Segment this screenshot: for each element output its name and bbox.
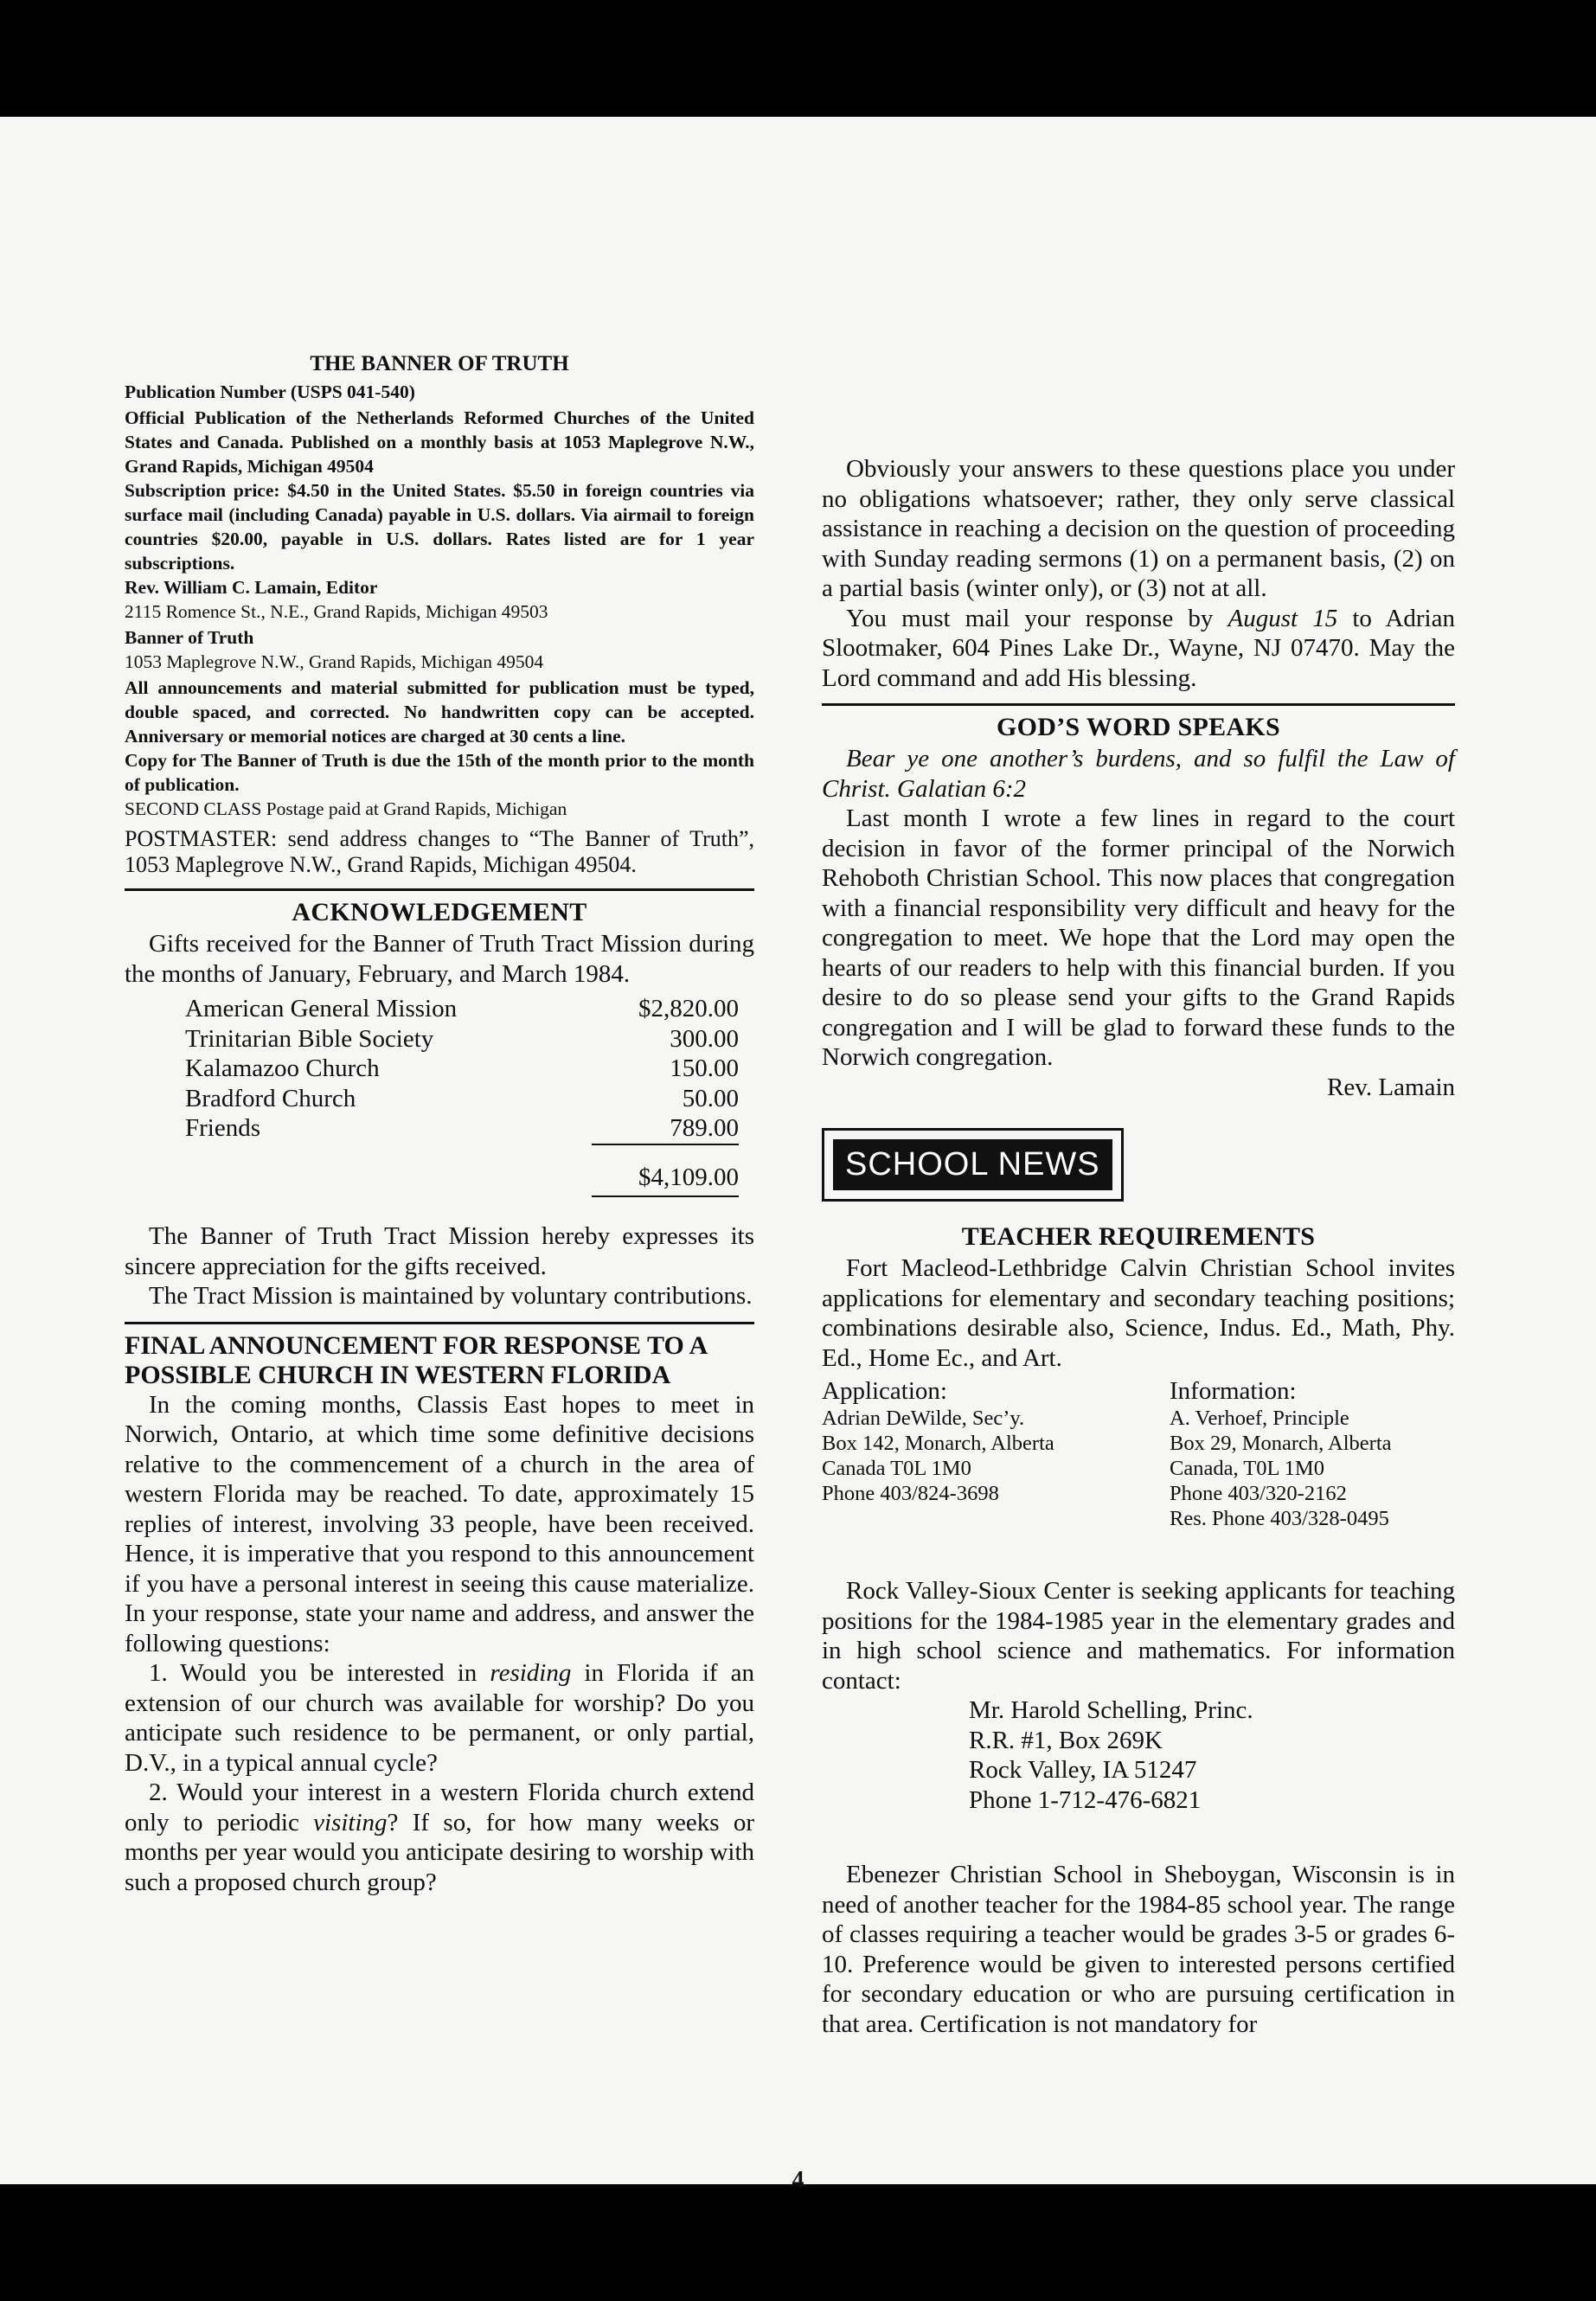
publication-number: Publication Number (USPS 041-540)	[125, 381, 415, 402]
acknowledgement-thanks: The Banner of Truth Tract Mission hereby expresses its sincere appreciation for the gifts received.	[125, 1222, 754, 1280]
gift-row	[185, 1024, 739, 1054]
school-news-banner	[822, 1128, 1124, 1202]
gift-amount: 789.00	[592, 1113, 739, 1145]
official-publication: Official Publication of the Netherlands Reformed Churches of the United States and Canada. Published on a monthly basis at 1053 Maplegrove N.W., Grand Rapids, Michigan 49504	[125, 407, 754, 477]
contact-line: Phone 1-712-476-6821	[969, 1785, 1202, 1814]
final-announcement-heading: FINAL ANNOUNCEMENT FOR RESPONSE TO A POSSIBLE CHURCH IN WESTERN FLORIDA	[125, 1330, 707, 1389]
rock-valley-notice: Rock Valley-Sioux Center is seeking applicants for teaching positions for the 1984-1985 year in the elementary grades and in high school science and mathematics. For information contact:	[822, 1577, 1455, 1695]
gift-amount: 300.00	[670, 1024, 739, 1053]
editor-address: 2115 Romence St., N.E., Grand Rapids, Michigan 49503	[125, 601, 548, 622]
gods-word-signature: Rev. Lamain	[1327, 1073, 1455, 1101]
application-line: Phone 403/824-3698	[822, 1482, 999, 1505]
gift-total-row	[185, 1163, 739, 1198]
page-number: 4	[792, 2167, 804, 2194]
subscription-price: Subscription price: $4.50 in the United States. $5.50 in foreign countries via surface mail (including Canada) payable in U.S. dollars. Via airmail to foreign countries $20.00, payable in U.S. dollars. Rates listed are for 1 year subscriptions.	[125, 480, 754, 574]
application-line: Adrian DeWilde, Sec’y.	[822, 1407, 1025, 1430]
right-column	[822, 352, 1455, 2039]
section-divider	[125, 888, 754, 891]
gift-amount: $2,820.00	[638, 995, 739, 1022]
office-name: Banner of Truth	[125, 627, 254, 648]
postage-notice: SECOND CLASS Postage paid at Grand Rapids, Michigan	[125, 798, 567, 819]
question-2: 2. Would your interest in a western Florida church extend only to periodic visiting? If so, for how many weeks or months per year would you anticipate desiring to worship with such a proposed church group?	[125, 1779, 754, 1896]
scripture-verse: Bear ye one another’s burdens, and so fulfil the Law of Christ. Galatian 6:2	[822, 745, 1455, 803]
contact-line: Mr. Harold Schelling, Princ.	[969, 1696, 1253, 1724]
masthead-title: THE BANNER OF TRUTH	[310, 352, 569, 375]
acknowledgement-intro: Gifts received for the Banner of Truth Tract Mission during the months of January, February, and March 1984.	[125, 930, 754, 988]
gift-amount: 150.00	[670, 1054, 739, 1082]
gift-name: Friends	[185, 1114, 260, 1142]
information-label: Information:	[1170, 1377, 1297, 1405]
magazine-page	[0, 117, 1596, 2194]
final-announcement-intro: In the coming months, Classis East hopes to meet in Norwich, Ontario, at which time some definitive decisions relative to the commencement of a church in the area of western Florida may be reached. To date, approximately 15 replies of interest, involving 33 people, have been received. Hence, it is imperative that you respond to this announcement if you have a personal interest in seeing this cause materialize. In your response, state your name and address, and answer the following questions:	[125, 1390, 754, 1657]
information-line: Res. Phone 403/328-0495	[1170, 1507, 1389, 1530]
gift-row	[185, 1113, 739, 1145]
section-divider	[822, 703, 1455, 706]
contact-line: R.R. #1, Box 269K	[969, 1726, 1163, 1754]
information-line: Box 29, Monarch, Alberta	[1170, 1432, 1392, 1455]
school-news-label: SCHOOL NEWS	[833, 1139, 1112, 1190]
gift-name: Trinitarian Bible Society	[185, 1024, 434, 1053]
gift-amount: 50.00	[682, 1084, 739, 1112]
information-line: A. Verhoef, Principle	[1170, 1407, 1349, 1430]
section-divider	[125, 1322, 754, 1324]
editor-name: Rev. William C. Lamain, Editor	[125, 577, 378, 598]
gods-word-body: Last month I wrote a few lines in regard to the court decision in favor of the former principal of the Norwich Rehoboth Christian School. This now places that congregation with a financial responsibility very difficult and heavy for the congregation to meet. We hope that the Lord may open the hearts of our readers to help with this financial burden. If you desire to do so please send your gifts to the Grand Rapids congregation and I will be glad to forward these funds to the Norwich congregation.	[822, 804, 1455, 1071]
gift-row	[185, 994, 739, 1024]
contact-columns	[822, 1376, 1455, 1531]
gifts-list	[185, 994, 739, 1197]
gift-total: $4,109.00	[592, 1163, 739, 1198]
rock-valley-contact	[969, 1695, 1455, 1815]
acknowledgement-heading: ACKNOWLEDGEMENT	[292, 898, 587, 926]
information-contact	[1170, 1376, 1455, 1531]
gift-row	[185, 1084, 739, 1114]
application-label: Application:	[822, 1377, 947, 1405]
gift-row	[185, 1054, 739, 1084]
acknowledgement-maintained: The Tract Mission is maintained by voluntary contributions.	[149, 1282, 753, 1310]
application-line: Canada T0L 1M0	[822, 1457, 971, 1480]
gods-word-heading: GOD’S WORD SPEAKS	[997, 713, 1280, 741]
teacher-requirements-heading: TEACHER REQUIREMENTS	[961, 1222, 1316, 1251]
fort-macleod-notice: Fort Macleod-Lethbridge Calvin Christian School invites applications for elementary and secondary teaching positions; combinations desirable also, Science, Indus. Ed., Math, Phy. Ed., Home Ec., and Art.	[822, 1254, 1455, 1372]
final-announcement-obligations: Obviously your answers to these questions place you under no obligations whatsoever; rather, they only serve classical assistance in reaching a decision on the question of proceeding with Sunday reading sermons (1) on a permanent basis, (2) on a partial basis (winter only), or (3) not at all.	[822, 455, 1455, 602]
gift-name: Kalamazoo Church	[185, 1054, 380, 1082]
office-address: 1053 Maplegrove N.W., Grand Rapids, Michigan 49504	[125, 651, 544, 672]
information-line: Canada, T0L 1M0	[1170, 1457, 1324, 1480]
gift-name: Bradford Church	[185, 1084, 356, 1112]
announcements-policy: All announcements and material submitted for publication must be typed, double spaced, and corrected. No handwritten copy can be accepted. Anniversary or memorial notices are charged at 30 cents a line.	[125, 677, 754, 747]
question-1: 1. Would you be interested in residing in Florida if an extension of our church was available for worship? Do you anticipate such residence to be permanent, or only partial, D.V., in a typical annual cycle?	[125, 1659, 754, 1777]
gift-name: American General Mission	[185, 995, 458, 1022]
information-line: Phone 403/320-2162	[1170, 1482, 1347, 1505]
final-announcement-deadline: You must mail your response by August 15 to Adrian Slootmaker, 604 Pines Lake Dr., Wayne, NJ 07470. May the Lord command and add His blessing.	[822, 604, 1455, 692]
left-column	[125, 352, 754, 1897]
application-line: Box 142, Monarch, Alberta	[822, 1432, 1054, 1455]
application-contact	[822, 1376, 1133, 1531]
copy-due-notice: Copy for The Banner of Truth is due the 15th of the month prior to the month of publication.	[125, 750, 754, 795]
ebenezer-notice: Ebenezer Christian School in Sheboygan, Wisconsin is in need of another teacher for the 1984-85 school year. The range of classes requiring a teacher would be grades 3-5 or grades 6-10. Preference would be given to interested persons certified for secondary education or who are pursuing certification in that area. Certification is not mandatory for	[822, 1861, 1455, 2038]
postmaster-notice: POSTMASTER: send address changes to “The Banner of Truth”, 1053 Maplegrove N.W., Grand Rapids, Michigan 49504.	[125, 826, 754, 877]
contact-line: Rock Valley, IA 51247	[969, 1756, 1197, 1784]
